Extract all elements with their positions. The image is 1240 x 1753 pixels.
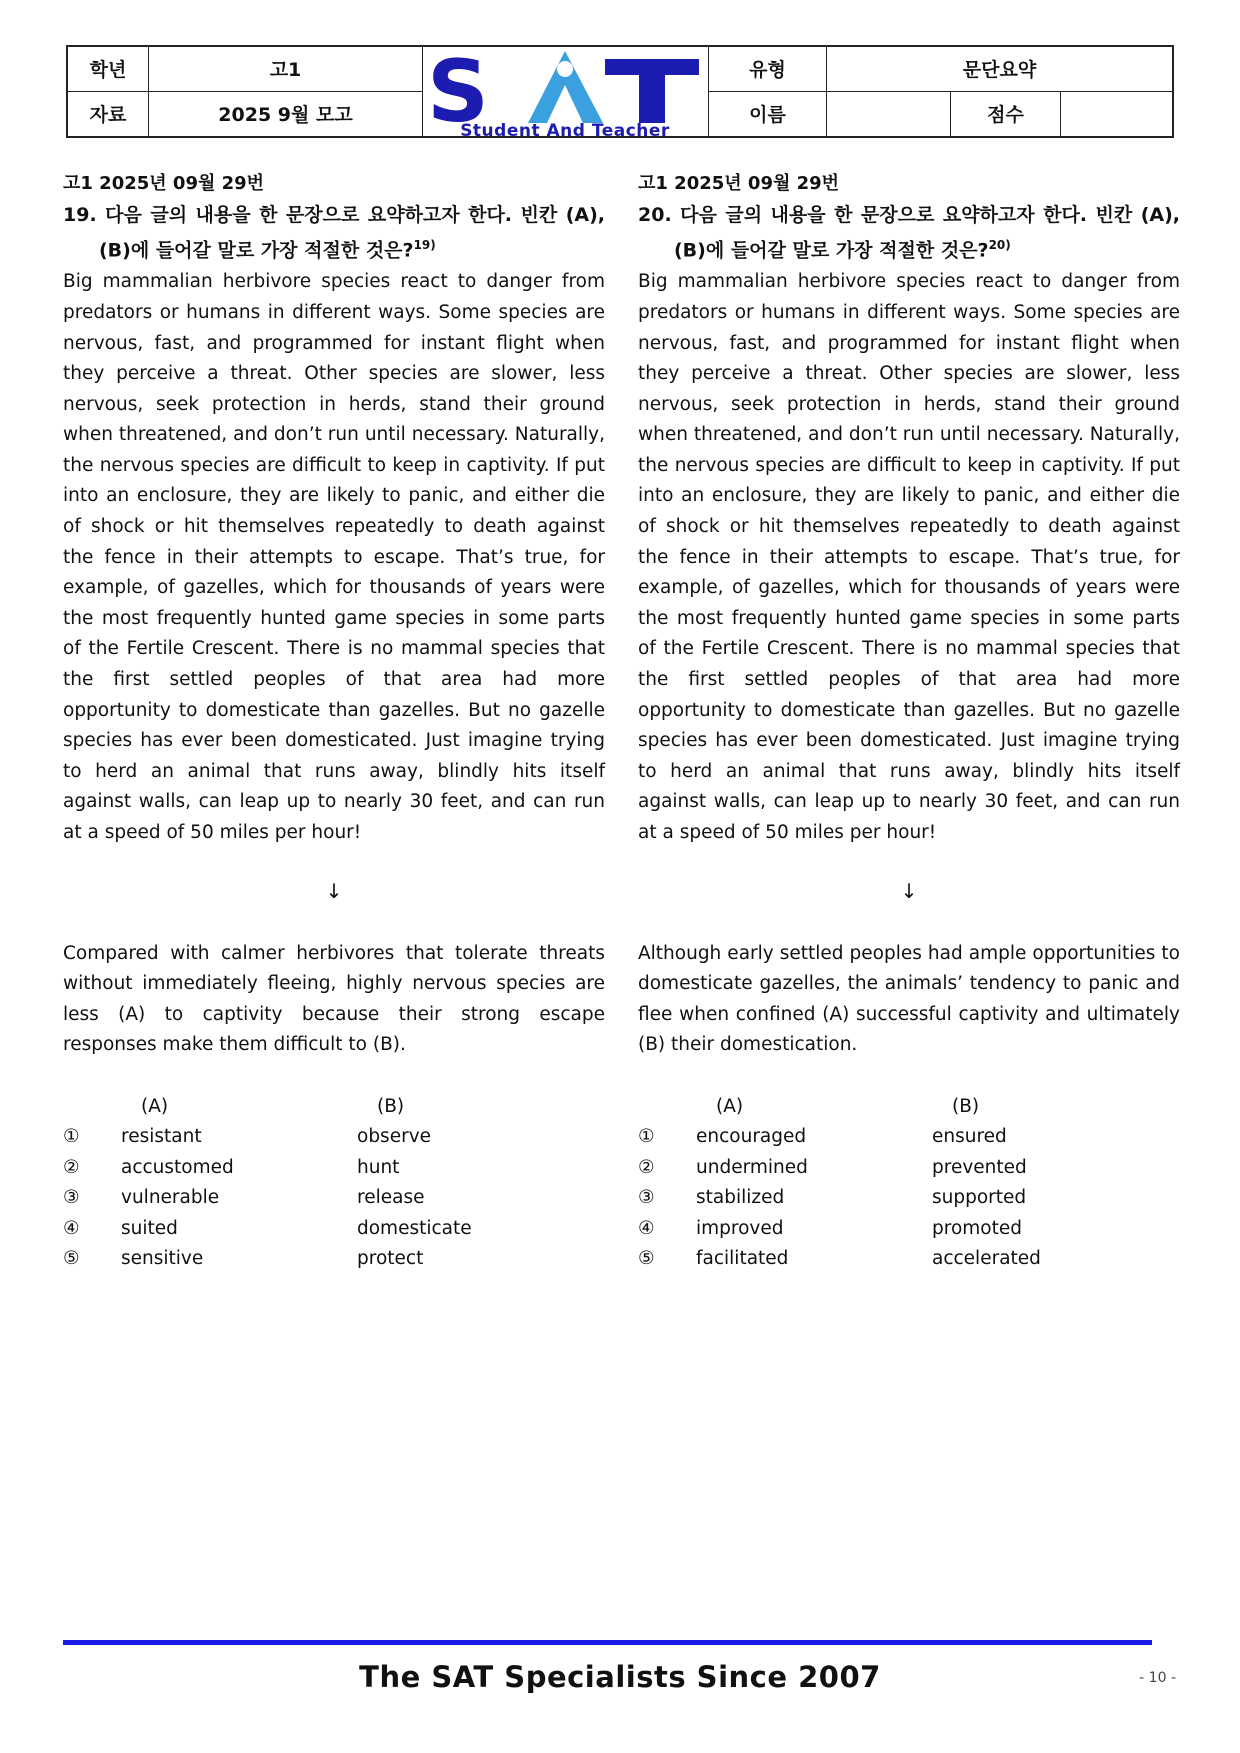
choice-b: release — [357, 1187, 425, 1209]
question-title — [638, 200, 1180, 265]
header-table — [66, 45, 1174, 138]
type-label: 유형 — [709, 47, 827, 92]
choice-number: ② — [638, 1156, 655, 1178]
summary-sentence: Although early settled peoples had ample opportunities to domesticate gazelles, the animals’ tendency to panic and flee when confined (A) successful captivity and ultimately (B) their domestication. — [638, 942, 1180, 1056]
choice-b: hunt — [357, 1156, 400, 1178]
choice-header-b: (B) — [377, 1095, 405, 1117]
question-source: 고1 2025년 09월 29번 — [638, 173, 840, 194]
choice-header — [63, 1091, 605, 1122]
material-value: 2025 9월 모고 — [149, 92, 423, 137]
choice-b: ensured — [932, 1126, 1007, 1148]
footnote-marker: 19) — [413, 238, 436, 252]
choice-a: undermined — [696, 1156, 808, 1178]
choice-number: ① — [638, 1126, 655, 1148]
logo-letter-s: S — [427, 47, 489, 139]
down-arrow-icon: ↓ — [325, 878, 343, 903]
choice-option[interactable] — [638, 1182, 1180, 1213]
choice-a: encouraged — [696, 1126, 807, 1148]
choice-b: domesticate — [357, 1217, 472, 1239]
choice-option[interactable] — [638, 1213, 1180, 1244]
choice-a: resistant — [121, 1126, 202, 1148]
choice-option[interactable] — [63, 1152, 605, 1183]
choice-b: prevented — [932, 1156, 1027, 1178]
choice-number: ⑤ — [63, 1248, 80, 1270]
passage: Big mammalian herbivore species react to danger from predators or humans in different ways. Some species are nervous, fast, and programmed for instant flight when they perceive a threat. Other species are slower, less nervous, seek protection in herds, stand their ground when threatened, and don’t run until necessary. Naturally, the nervous species are difficult to keep in captivity. If put into an enclosure, they are likely to panic, and either die of shock or hit themselves repeatedly to death against the fence in their attempts to escape. That’s true, for example, of gazelles, which for thousands of years were the most frequently hunted game species in some parts of the Fertile Crescent. There is no mammal species that the first settled peoples of that area had more opportunity to domesticate than gazelles. But no gazelle species has ever been domesticated. Just imagine trying to herd an animal that runs away, blindly hits itself against walls, can leap up to nearly 30 feet, and can run at a speed of 50 miles per hour! — [638, 271, 1180, 844]
sat-logo — [423, 47, 709, 139]
choice-b: observe — [357, 1126, 432, 1148]
page-number: - 10 - — [1139, 1670, 1176, 1686]
choice-b: promoted — [932, 1217, 1022, 1239]
choice-number: ④ — [638, 1217, 655, 1239]
choice-a: sensitive — [121, 1248, 204, 1270]
choice-a: vulnerable — [121, 1187, 220, 1209]
question-20 — [638, 170, 1180, 1274]
footer-divider — [63, 1640, 1152, 1645]
choice-option[interactable] — [638, 1152, 1180, 1183]
score-label: 점수 — [951, 92, 1061, 137]
choice-list — [638, 1091, 1180, 1274]
choice-number: ④ — [63, 1217, 80, 1239]
choice-number: ① — [63, 1126, 80, 1148]
choice-number: ③ — [638, 1187, 655, 1209]
choice-list — [63, 1091, 605, 1274]
footnote-marker: 20) — [988, 238, 1011, 252]
question-title — [63, 200, 605, 265]
choice-a: suited — [121, 1217, 178, 1239]
choice-header-b: (B) — [952, 1095, 980, 1117]
choice-header-a: (A) — [716, 1095, 744, 1117]
choice-option[interactable] — [638, 1243, 1180, 1274]
choice-b: accelerated — [932, 1248, 1041, 1270]
name-field[interactable] — [827, 92, 951, 137]
question-source: 고1 2025년 09월 29번 — [63, 173, 265, 194]
choice-b: supported — [932, 1187, 1027, 1209]
choice-number: ② — [63, 1156, 80, 1178]
logo-letter-t-stem — [639, 59, 665, 123]
choice-option[interactable] — [63, 1243, 605, 1274]
question-title-text: 20. 다음 글의 내용을 한 문장으로 요약하고자 한다. 빈칸 (A), (B)에 들어갈 말로 가장 적절한 것은? — [638, 204, 1180, 262]
choice-a: improved — [696, 1217, 784, 1239]
footer-slogan: The SAT Specialists Since 2007 — [359, 1660, 881, 1694]
choice-option[interactable] — [638, 1121, 1180, 1152]
material-label: 자료 — [68, 92, 149, 137]
choice-number: ⑤ — [638, 1248, 655, 1270]
choice-a: accustomed — [121, 1156, 234, 1178]
down-arrow-icon: ↓ — [900, 878, 918, 903]
choice-number: ③ — [63, 1187, 80, 1209]
logo-caption: Student And Teacher — [460, 121, 670, 139]
score-field[interactable] — [1061, 92, 1172, 137]
choice-option[interactable] — [63, 1213, 605, 1244]
choice-header-a: (A) — [141, 1095, 169, 1117]
choice-b: protect — [357, 1248, 424, 1270]
question-19 — [63, 170, 605, 1274]
type-value: 문단요약 — [827, 47, 1172, 92]
sat-logo-graphic — [423, 47, 708, 139]
choice-option[interactable] — [63, 1121, 605, 1152]
passage: Big mammalian herbivore species react to danger from predators or humans in different ways. Some species are nervous, fast, and programmed for instant flight when they perceive a threat. Other species are slower, less nervous, seek protection in herds, stand their ground when threatened, and don’t run until necessary. Naturally, the nervous species are difficult to keep in captivity. If put into an enclosure, they are likely to panic, and either die of shock or hit themselves repeatedly to death against the fence in their attempts to escape. That’s true, for example, of gazelles, which for thousands of years were the most frequently hunted game species in some parts of the Fertile Crescent. There is no mammal species that the first settled peoples of that area had more opportunity to domesticate than gazelles. But no gazelle species has ever been domesticated. Just imagine trying to herd an animal that runs away, blindly hits itself against walls, can leap up to nearly 30 feet, and can run at a speed of 50 miles per hour! — [63, 271, 605, 844]
choice-a: facilitated — [696, 1248, 789, 1270]
logo-figure-head — [557, 61, 573, 77]
summary-sentence: Compared with calmer herbivores that tolerate threats without immediately fleeing, highly nervous species are less (A) to captivity because their strong escape responses make them difficult to (B). — [63, 942, 605, 1056]
question-title-text: 19. 다음 글의 내용을 한 문장으로 요약하고자 한다. 빈칸 (A), (B)에 들어갈 말로 가장 적절한 것은? — [63, 204, 605, 262]
choice-header — [638, 1091, 1180, 1122]
name-label: 이름 — [709, 92, 827, 137]
choice-option[interactable] — [63, 1182, 605, 1213]
grade-label: 학년 — [68, 47, 149, 92]
choice-a: stabilized — [696, 1187, 785, 1209]
grade-value: 고1 — [149, 47, 423, 92]
